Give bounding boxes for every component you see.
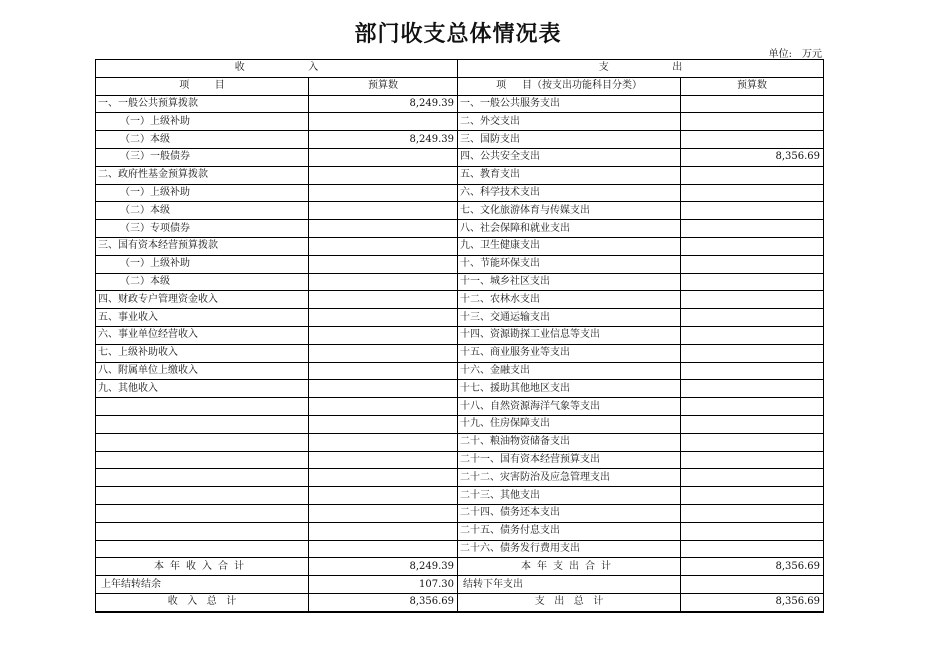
- income-item-header: 项 目: [96, 77, 309, 95]
- income-item-cell: 三、国有资本经营预算拨款: [96, 237, 309, 255]
- expense-section-header: 支 出: [458, 60, 824, 78]
- income-item-cell: [96, 469, 309, 487]
- income-amount-cell: [309, 487, 458, 505]
- income-amount-cell: [309, 202, 458, 220]
- income-item-cell: [96, 398, 309, 416]
- income-item-cell: [96, 522, 309, 540]
- income-amount-cell: 8,249.39: [309, 131, 458, 149]
- table-row: [96, 220, 824, 238]
- table-row: [96, 415, 824, 433]
- expense-amount-cell: [681, 237, 824, 255]
- income-total-amount: 8,356.69: [309, 593, 458, 611]
- income-amount-cell: [309, 398, 458, 416]
- income-amount-cell: [309, 184, 458, 202]
- expense-item-cell: 二十、粮油物资储备支出: [458, 433, 681, 451]
- income-item-cell: （一）上级补助: [96, 113, 309, 131]
- year-expense-amount: 8,356.69: [681, 558, 824, 576]
- income-item-cell: 一、一般公共预算拨款: [96, 95, 309, 113]
- expense-amount-cell: [681, 398, 824, 416]
- expense-item-cell: 十七、援助其他地区支出: [458, 380, 681, 398]
- income-item-cell: 六、事业单位经营收入: [96, 326, 309, 344]
- income-amount-cell: [309, 433, 458, 451]
- table-row: [96, 362, 824, 380]
- income-item-cell: （一）上级补助: [96, 184, 309, 202]
- expense-item-cell: 二十四、债务还本支出: [458, 504, 681, 522]
- table-row: [96, 469, 824, 487]
- income-item-cell: 七、上级补助收入: [96, 344, 309, 362]
- income-amount-cell: [309, 166, 458, 184]
- income-section-header: 收 入: [96, 60, 458, 78]
- header-row-sections: [96, 60, 824, 78]
- expense-amount-cell: [681, 469, 824, 487]
- table-row: [96, 398, 824, 416]
- table-row: [96, 433, 824, 451]
- carry-out-amount: [681, 576, 824, 594]
- carry-in-label: 上年结转结余: [96, 576, 309, 594]
- expense-amount-cell: [681, 273, 824, 291]
- income-amount-cell: [309, 237, 458, 255]
- unit-label: [769, 45, 822, 60]
- income-amount-cell: [309, 255, 458, 273]
- expense-item-cell: 八、社会保障和就业支出: [458, 220, 681, 238]
- income-item-cell: [96, 433, 309, 451]
- expense-amount-cell: [681, 487, 824, 505]
- budget-table: [95, 59, 824, 613]
- income-total-label: 收 入 总 计: [96, 593, 309, 611]
- table-row: [96, 504, 824, 522]
- income-item-cell: [96, 415, 309, 433]
- table-row: [96, 113, 824, 131]
- year-income-amount: 8,249.39: [309, 558, 458, 576]
- income-item-cell: 五、事业收入: [96, 309, 309, 327]
- table-row: [96, 184, 824, 202]
- table-row: [96, 273, 824, 291]
- table-row: [96, 202, 824, 220]
- expense-item-cell: 十八、自然资源海洋气象等支出: [458, 398, 681, 416]
- expense-amount-cell: 8,356.69: [681, 148, 824, 166]
- expense-item-cell: 二十二、灾害防治及应急管理支出: [458, 469, 681, 487]
- expense-amount-cell: [681, 451, 824, 469]
- expense-amount-cell: [681, 131, 824, 149]
- income-amount-cell: [309, 469, 458, 487]
- income-item-cell: [96, 487, 309, 505]
- expense-item-cell: 一、一般公共服务支出: [458, 95, 681, 113]
- table-row: [96, 522, 824, 540]
- income-item-cell: 九、其他收入: [96, 380, 309, 398]
- table-row: [96, 380, 824, 398]
- income-item-cell: （三）专项债券: [96, 220, 309, 238]
- expense-item-cell: 二十五、债务付息支出: [458, 522, 681, 540]
- expense-amount-cell: [681, 540, 824, 558]
- expense-item-cell: 十九、住房保障支出: [458, 415, 681, 433]
- expense-item-cell: 二十六、债务发行费用支出: [458, 540, 681, 558]
- expense-item-cell: 十、节能环保支出: [458, 255, 681, 273]
- expense-item-cell: 十六、金融支出: [458, 362, 681, 380]
- expense-item-cell: 七、文化旅游体育与传媒支出: [458, 202, 681, 220]
- expense-amount-cell: [681, 291, 824, 309]
- expense-item-cell: 二、外交支出: [458, 113, 681, 131]
- income-amount-cell: [309, 291, 458, 309]
- income-amount-cell: [309, 362, 458, 380]
- table-row: [96, 95, 824, 113]
- year-expense-label: 本年支出合计: [458, 558, 681, 576]
- expense-item-cell: 十二、农林水支出: [458, 291, 681, 309]
- income-amount-cell: [309, 113, 458, 131]
- table-row: [96, 309, 824, 327]
- income-amount-cell: 8,249.39: [309, 95, 458, 113]
- carry-over-row: [96, 576, 824, 594]
- expense-amount-cell: [681, 380, 824, 398]
- table-row: [96, 451, 824, 469]
- income-item-cell: 二、政府性基金预算拨款: [96, 166, 309, 184]
- table-row: [96, 148, 824, 166]
- table-row: [96, 540, 824, 558]
- expense-item-cell: 三、国防支出: [458, 131, 681, 149]
- income-item-cell: （三）一般债券: [96, 148, 309, 166]
- expense-amount-cell: [681, 522, 824, 540]
- expense-amount-cell: [681, 202, 824, 220]
- income-budget-header: 预算数: [309, 77, 458, 95]
- income-item-cell: [96, 504, 309, 522]
- expense-total-label: 支 出 总 计: [458, 593, 681, 611]
- expense-item-cell: 十四、资源勘探工业信息等支出: [458, 326, 681, 344]
- income-amount-cell: [309, 344, 458, 362]
- year-income-label: 本年收入合计: [96, 558, 309, 576]
- income-amount-cell: [309, 415, 458, 433]
- table-row: [96, 326, 824, 344]
- expense-amount-cell: [681, 415, 824, 433]
- carry-out-label: 结转下年支出: [458, 576, 681, 594]
- expense-amount-cell: [681, 362, 824, 380]
- expense-amount-cell: [681, 95, 824, 113]
- income-amount-cell: [309, 309, 458, 327]
- expense-amount-cell: [681, 326, 824, 344]
- unit-value: 万元: [802, 49, 822, 60]
- income-amount-cell: [309, 504, 458, 522]
- expense-amount-cell: [681, 309, 824, 327]
- expense-item-cell: 九、卫生健康支出: [458, 237, 681, 255]
- header-row-columns: [96, 77, 824, 95]
- table-row: [96, 131, 824, 149]
- table-row: [96, 255, 824, 273]
- expense-amount-cell: [681, 184, 824, 202]
- income-item-cell: （二）本级: [96, 273, 309, 291]
- expense-amount-cell: [681, 166, 824, 184]
- expense-item-cell: 十三、交通运输支出: [458, 309, 681, 327]
- year-total-row: [96, 558, 824, 576]
- table-row: [96, 291, 824, 309]
- expense-item-cell: 二十三、其他支出: [458, 487, 681, 505]
- expense-budget-header: 预算数: [681, 77, 824, 95]
- expense-item-header: 项 目（按支出功能科目分类）: [458, 77, 681, 95]
- income-amount-cell: [309, 273, 458, 291]
- expense-item-cell: 六、科学技术支出: [458, 184, 681, 202]
- table-row: [96, 166, 824, 184]
- table-row: [96, 344, 824, 362]
- expense-amount-cell: [681, 220, 824, 238]
- expense-item-cell: 四、公共安全支出: [458, 148, 681, 166]
- income-item-cell: （二）本级: [96, 202, 309, 220]
- income-item-cell: [96, 451, 309, 469]
- income-amount-cell: [309, 522, 458, 540]
- income-amount-cell: [309, 326, 458, 344]
- income-item-cell: 四、财政专户管理资金收入: [96, 291, 309, 309]
- expense-item-cell: 二十一、国有资本经营预算支出: [458, 451, 681, 469]
- table-row: [96, 487, 824, 505]
- income-item-cell: （一）上级补助: [96, 255, 309, 273]
- expense-amount-cell: [681, 433, 824, 451]
- expense-item-cell: 五、教育支出: [458, 166, 681, 184]
- page-title: 部门收支总体情况表: [354, 21, 562, 47]
- unit-label-text: 单位:: [768, 49, 792, 60]
- expense-amount-cell: [681, 344, 824, 362]
- expense-amount-cell: [681, 504, 824, 522]
- income-amount-cell: [309, 148, 458, 166]
- carry-in-amount: 107.30: [309, 576, 458, 594]
- income-amount-cell: [309, 380, 458, 398]
- income-item-cell: 八、附属单位上缴收入: [96, 362, 309, 380]
- expense-item-cell: 十五、商业服务业等支出: [458, 344, 681, 362]
- expense-total-amount: 8,356.69: [681, 593, 824, 611]
- expense-amount-cell: [681, 255, 824, 273]
- income-item-cell: （二）本级: [96, 131, 309, 149]
- table-row: [96, 237, 824, 255]
- income-amount-cell: [309, 220, 458, 238]
- expense-amount-cell: [681, 113, 824, 131]
- income-amount-cell: [309, 540, 458, 558]
- income-item-cell: [96, 540, 309, 558]
- grand-total-row: [96, 593, 824, 611]
- expense-item-cell: 十一、城乡社区支出: [458, 273, 681, 291]
- income-amount-cell: [309, 451, 458, 469]
